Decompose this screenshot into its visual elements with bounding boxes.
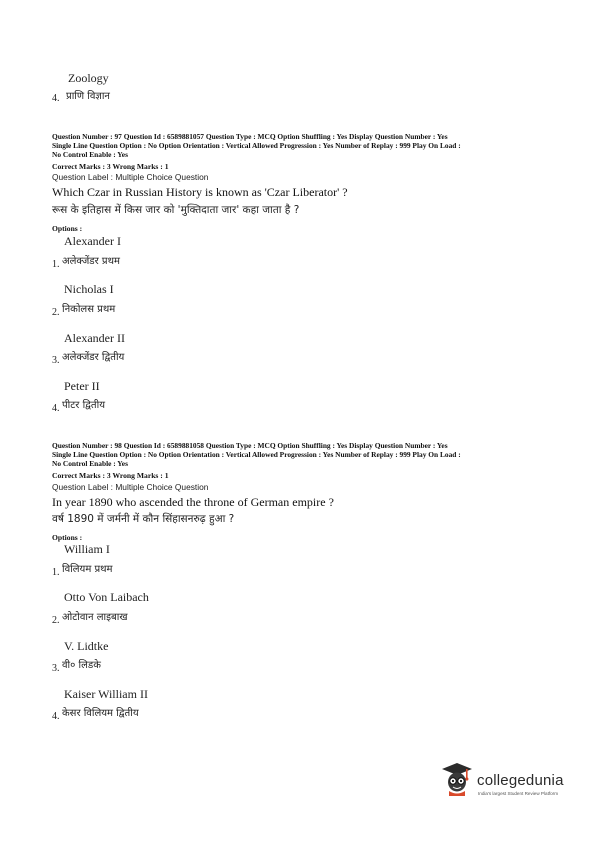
q98-option-4-number: 4. bbox=[52, 711, 60, 722]
q97-options-label: Options : bbox=[52, 224, 83, 233]
q97-meta-line-3: No Control Enable : Yes bbox=[52, 150, 128, 159]
q97-question-label: Question Label : Multiple Choice Question bbox=[52, 172, 209, 182]
q98-option-1-en: William I bbox=[64, 542, 110, 556]
q98-marks: Correct Marks : 3 Wrong Marks : 1 bbox=[52, 471, 169, 480]
q98-option-3-en: V. Lidtke bbox=[64, 639, 109, 653]
logo-tagline: India's largest Student Review Platform bbox=[478, 791, 559, 796]
q98-option-2-en: Otto Von Laibach bbox=[64, 590, 149, 604]
q98-option-3-hi: वी० लिडके bbox=[62, 660, 101, 671]
q97-marks: Correct Marks : 3 Wrong Marks : 1 bbox=[52, 162, 169, 171]
q97-option-4-hi: पीटर द्वितीय bbox=[62, 400, 106, 411]
q97-option-2-number: 2. bbox=[52, 307, 60, 318]
q97-option-3-en: Alexander II bbox=[64, 331, 125, 345]
q97-option-1-en: Alexander I bbox=[64, 234, 121, 248]
q97-meta-line-2: Single Line Question Option : No Option Orientation : Vertical Allowed Progression : Yes Number of Replay : 999 Play On Load : bbox=[52, 141, 461, 150]
q97-meta-line-1: Question Number : 97 Question Id : 6589881057 Question Type : MCQ Option Shuffling : Yes Display Question Number : Yes bbox=[52, 132, 448, 141]
q98-option-1-number: 1. bbox=[52, 567, 60, 578]
q97-question-text-hi: रूस के इतिहास में किस जार को 'मुक्तिदाता जार' कहा जाता है ? bbox=[52, 204, 300, 216]
q97-option-3-number: 3. bbox=[52, 355, 60, 366]
mascot-icon bbox=[440, 760, 474, 798]
q97-option-2-hi: निकोलस प्रथम bbox=[62, 304, 116, 315]
q97-option-4-en: Peter II bbox=[64, 379, 100, 393]
q98-question-label: Question Label : Multiple Choice Question bbox=[52, 482, 209, 492]
q98-options-label: Options : bbox=[52, 533, 83, 542]
prev-option-4-en: Zoology bbox=[68, 71, 109, 85]
prev-option-4-number: 4. bbox=[52, 93, 60, 104]
q97-option-3-hi: अलेक्जेंडर द्वितीय bbox=[62, 352, 125, 363]
q97-option-1-number: 1. bbox=[52, 259, 60, 270]
q98-option-2-number: 2. bbox=[52, 615, 60, 626]
q98-question-text-hi: वर्ष 1890 में जर्मनी में कौन सिंहासनरुढ़ हुआ ? bbox=[52, 513, 235, 525]
q97-meta bbox=[52, 132, 552, 159]
prev-option-4-hi: प्राणि विज्ञान bbox=[66, 91, 110, 102]
q97-option-1-hi: अलेक्जेंडर प्रथम bbox=[62, 256, 120, 267]
q98-meta bbox=[52, 441, 552, 468]
q98-option-3-number: 3. bbox=[52, 663, 60, 674]
q97-option-2-en: Nicholas I bbox=[64, 282, 114, 296]
q98-option-1-hi: विलियम प्रथम bbox=[62, 564, 113, 575]
q98-option-2-hi: ओटोवान लाइबाख bbox=[62, 612, 128, 623]
logo-wordmark: collegedunia bbox=[477, 772, 564, 789]
q98-option-4-hi: केसर विलियम द्वितीय bbox=[62, 708, 139, 719]
q98-option-4-en: Kaiser William II bbox=[64, 687, 148, 701]
q97-option-4-number: 4. bbox=[52, 403, 60, 414]
q98-meta-line-3: No Control Enable : Yes bbox=[52, 459, 128, 468]
q98-meta-line-2: Single Line Question Option : No Option Orientation : Vertical Allowed Progression : Yes Number of Replay : 999 Play On Load : bbox=[52, 450, 461, 459]
q98-question-text-en: In year 1890 who ascended the throne of German empire ? bbox=[52, 495, 334, 509]
q98-meta-line-1: Question Number : 98 Question Id : 6589881058 Question Type : MCQ Option Shuffling : Yes Display Question Number : Yes bbox=[52, 441, 448, 450]
collegedunia-logo bbox=[440, 758, 564, 806]
q97-question-text-en: Which Czar in Russian History is known as 'Czar Liberator' ? bbox=[52, 185, 348, 199]
